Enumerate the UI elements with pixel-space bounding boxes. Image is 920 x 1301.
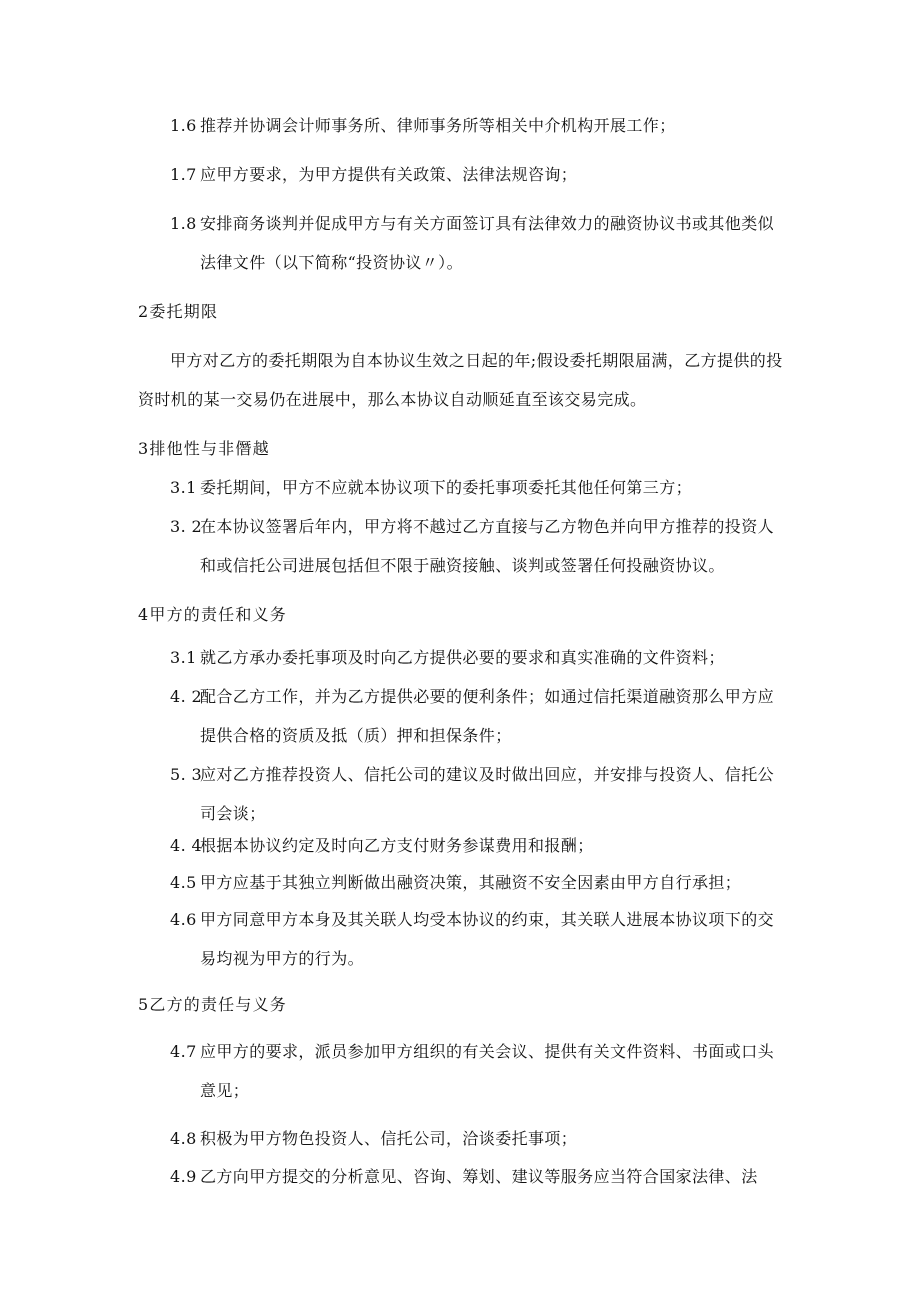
clause-number: 1.6	[170, 116, 197, 135]
section-heading-4: 4甲方的责任和义务	[138, 605, 287, 624]
clause-number: 1.8	[170, 214, 197, 233]
clause-number: 4.9	[170, 1167, 197, 1186]
clause-1-6	[170, 106, 788, 145]
clause-text: 安排商务谈判并促成甲方与有关方面签订具有法律效力的融资协议书或其他类似法律文件（以下简称“投资协议〃）。	[200, 214, 775, 272]
section-heading-2: 2委托期限	[138, 302, 219, 321]
clause-text: 应对乙方推荐投资人、信托公司的建议及时做出回应，并安排与投资人、信托公司会谈；	[200, 765, 775, 823]
clause-text: 委托期间，甲方不应就本协议项下的委托事项委托其他任何第三方；	[200, 478, 693, 497]
clause-number: 4.7	[170, 1042, 197, 1061]
clause-text: 甲方同意甲方本身及其关联人均受本协议的约束，其关联人进展本协议项下的交易均视为甲方的行为。	[200, 910, 775, 968]
clause-text: 应甲方的要求，派员参加甲方组织的有关会议、提供有关文件资料、书面或口头意见；	[200, 1042, 775, 1100]
section-heading-3: 3排他性与非僭越	[138, 439, 270, 458]
clause-number: 4. 2	[170, 687, 203, 706]
clause-text: 甲方应基于其独立判断做出融资决策，其融资不安全因素由甲方自行承担；	[200, 873, 742, 892]
clause-4-2	[170, 677, 788, 755]
clause-text: 乙方向甲方提交的分析意见、咨询、筹划、建议等服务应当符合国家法律、法	[200, 1167, 758, 1186]
clause-text: 根据本协议约定及时向乙方支付财务参谋费用和报酬；	[200, 836, 594, 855]
clause-4-1	[170, 638, 788, 677]
clause-4-5	[170, 863, 788, 902]
clause-5-1	[170, 1032, 788, 1110]
clause-text: 就乙方承办委托事项及时向乙方提供必要的要求和真实准确的文件资料；	[200, 648, 725, 667]
clause-number: 4.8	[170, 1129, 197, 1148]
clause-number: 1.7	[170, 165, 197, 184]
clause-text: 在本协议签署后年内，甲方将不越过乙方直接与乙方物色并向甲方推荐的投资人和或信托公司进展包括但不限于融资接触、谈判或签署任何投融资协议。	[200, 517, 775, 575]
clause-text: 应甲方要求，为甲方提供有关政策、法律法规咨询；	[200, 165, 578, 184]
clause-1-8	[170, 204, 788, 282]
clause-5-2	[170, 1119, 788, 1158]
clause-number: 4.5	[170, 873, 197, 892]
clause-number: 3.1	[170, 648, 197, 667]
clause-number: 5. 3	[170, 765, 203, 784]
clause-3-1	[170, 468, 788, 507]
clause-text: 配合乙方工作，并为乙方提供必要的便利条件；如通过信托渠道融资那么甲方应提供合格的资质及抵（质）押和担保条件；	[200, 687, 775, 745]
clause-1-7	[170, 155, 788, 194]
section-2-paragraph: 甲方对乙方的委托期限为自本协议生效之日起的年;假设委托期限届满，乙方提供的投资时机的某一交易仍在进展中，那么本协议自动顺延直至该交易完成。	[138, 351, 783, 409]
clause-text: 积极为甲方物色投资人、信托公司，洽谈委托事项；	[200, 1129, 578, 1148]
clause-4-6	[170, 900, 788, 978]
clause-number: 4.6	[170, 910, 197, 929]
clause-number: 3.1	[170, 478, 197, 497]
clause-3-2	[170, 507, 788, 585]
section-heading-5: 5乙方的责任与义务	[138, 995, 287, 1014]
clause-4-3	[170, 755, 788, 833]
clause-number: 3. 2	[170, 517, 203, 536]
clause-4-4	[170, 826, 788, 865]
clause-number: 4. 4	[170, 836, 203, 855]
clause-5-3	[170, 1157, 788, 1196]
clause-text: 推荐并协调会计师事务所、律师事务所等相关中介机构开展工作；	[200, 116, 676, 135]
